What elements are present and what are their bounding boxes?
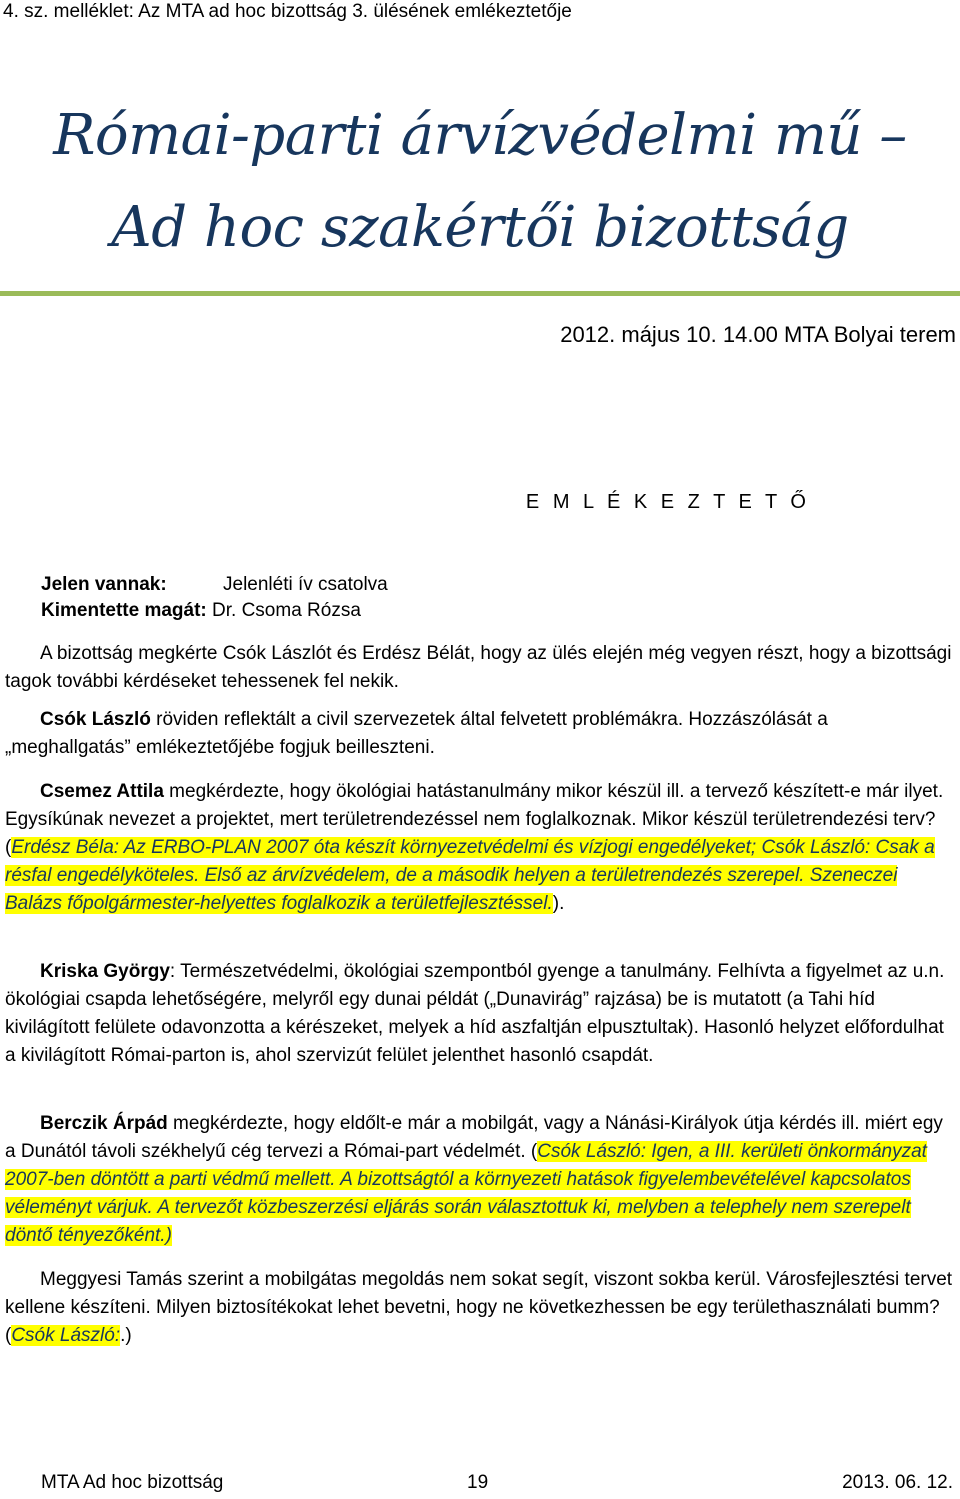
paragraph-intro: [5, 640, 955, 696]
paragraph-intro-text: A bizottság megkérte Csók Lászlót és Erdész Bélát, hogy az ülés elején még vegyen részt, hogy a bizottsági tagok további kérdéseket tehessenek fel nekik.: [5, 643, 952, 692]
footer-page-number: 19: [467, 1472, 489, 1493]
meeting-date-place: 2012. május 10. 14.00 MTA Bolyai terem: [560, 322, 956, 347]
paragraph-meggyesi: [5, 1266, 955, 1350]
paragraph-csok: [5, 706, 955, 762]
attendance-block: [41, 572, 960, 624]
excused-value: Dr. Csoma Rózsa: [212, 600, 361, 621]
present-value: Jelenléti ív csatolva: [223, 574, 388, 595]
paragraph-text: Meggyesi Tamás szerint a mobilgátas megoldás nem sokat segít, viszont sokba kerül. Városfejlesztési tervet kellene készíteni. Milyen biztosítékokat lehet bevetni, hogy ne következhessen be egy területhasználati bumm? (: [5, 1269, 953, 1346]
paragraph-berczik: [5, 1110, 955, 1250]
excused-label: Kimentette magát:: [41, 600, 207, 621]
paragraph-kriska: [5, 958, 955, 1070]
document-type-heading: E M L É K E Z T E T Ő: [525, 491, 810, 513]
paragraph-text: megkérdezte, hogy eldőlt-e már a mobilgát, vagy a Nánási-Királyok útja kérdés ill. miért egy a Dunától távoli székhelyű cég tervezi a Római-part védelmét. (: [5, 1113, 943, 1162]
speaker-name: Csók László: [40, 709, 151, 730]
paragraph-end: .): [120, 1325, 132, 1346]
highlighted-response: Csók László:: [11, 1325, 121, 1346]
paragraph-csemez: [5, 778, 955, 918]
document-title-line-1: Római-parti árvízvédelmi mű –: [53, 103, 907, 168]
document-title-line-2: Ad hoc szakértői bizottság: [111, 195, 849, 260]
header-note: 4. sz. melléklet: Az MTA ad hoc bizottság 3. ülésének emlékeztetője: [3, 1, 572, 22]
speaker-name: Berczik Árpád: [40, 1113, 168, 1134]
paragraph-text: megkérdezte, hogy ökológiai hatástanulmány mikor készül ill. a tervező készített-e már ilyet. Egysíkúnak nevezet a projektet, mert területrendezéssel nem foglalkoznak. Mikor készül területrendezési terv? (: [5, 781, 944, 858]
paragraph-text: : Természetvédelmi, ökológiai szempontból gyenge a tanulmány. Felhívta a figyelmet az u.n. ökológiai csapda lehetőségére, melyről egy dunai példát („Dunavirág” rajzása) be is mutatott (a Tahi híd kivilágított felülete odavonzotta a kérészeket, melyek a híd aszfaltján elpusztultak). Hasonló helyzet előfordulhat a kivilágított Római-parton is, ahol szervizút felület jelenthet hasonló csapdát.: [5, 961, 945, 1066]
highlighted-response: Erdész Béla: Az ERBO-PLAN 2007 óta készít környezetvédelmi és vízjogi engedélyeket; Csók László: Csak a résfal engedélyköteles. Első az árvízvédelem, de a második helyen a területrendezés szerepel. Szeneczei Balázs főpolgármester-helyettes foglalkozik a területfejlesztéssel.: [5, 837, 935, 914]
speaker-name: Csemez Attila: [40, 781, 164, 802]
footer-date: 2013. 06. 12.: [842, 1472, 953, 1493]
paragraph-end: ).: [552, 893, 565, 914]
speaker-name: Kriska György: [40, 961, 170, 982]
present-label: Jelen vannak:: [41, 574, 167, 595]
footer-org: MTA Ad hoc bizottság: [41, 1472, 224, 1493]
title-divider: [0, 291, 960, 296]
paragraph-text: röviden reflektált a civil szervezetek által felvetett problémákra. Hozzászólását a „meghallgatás” emlékeztetőjébe fogjuk beilleszteni.: [5, 709, 828, 758]
highlighted-response: Csók László: Igen, a III. kerületi önkormányzat 2007-ben döntött a parti védmű mellett. A bizottságtól a környezeti hatások figyelembevételével kapcsolatos véleményt várjuk. A tervezőt közbeszerzési eljárás során választottuk ki, melyben a telephely nem szerepelt döntő tényezőként.): [5, 1141, 927, 1246]
